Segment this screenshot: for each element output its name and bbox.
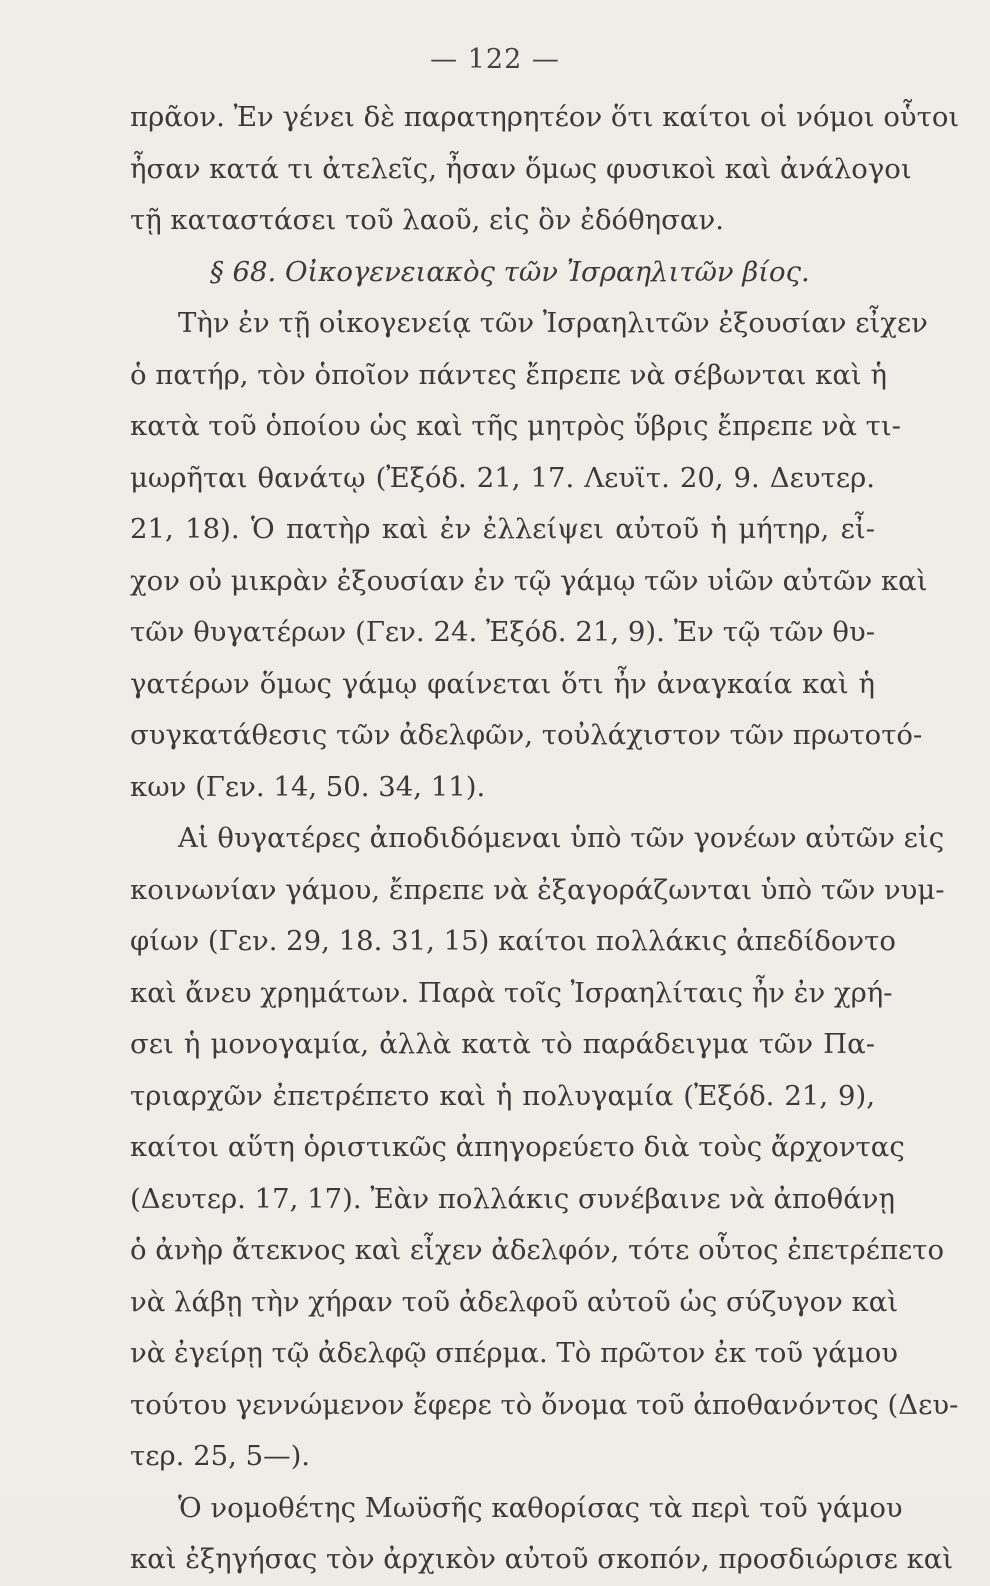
text-line: Ὁ νομοθέτης Μωϋσῆς καθορίσας τὰ περὶ τοῦ γάμου bbox=[178, 1491, 903, 1524]
body-text bbox=[130, 92, 960, 1586]
text-line: ὁ ἀνὴρ ἄτεκνος καὶ εἶχεν ἀδελφόν, τότε οὗτος ἐπετρέπετο bbox=[130, 1234, 945, 1266]
text-line: συγκατάθεσις τῶν ἀδελφῶν, τοὐλάχιστον τῶν πρωτοτό- bbox=[130, 719, 923, 751]
text-line: ἦσαν κατά τι ἀτελεῖς, ἦσαν ὅμως φυσικοὶ καὶ ἀνάλογοι bbox=[130, 152, 912, 185]
text-line: νὰ ἐγείρῃ τῷ ἀδελφῷ σπέρμα. Τὸ πρῶτον ἐκ τοῦ γάμου bbox=[130, 1337, 899, 1369]
text-line: Αἱ θυγατέρες ἀποδιδόμεναι ὑπὸ τῶν γονέων αὐτῶν εἰς bbox=[178, 822, 945, 854]
text-line: κων (Γεν. 14, 50. 34, 11). bbox=[130, 770, 486, 803]
text-line: κατὰ τοῦ ὁποίου ὡς καὶ τῆς μητρὸς ὕβρις ἔπρεπε νὰ τι- bbox=[130, 410, 901, 442]
text-line: τῶν θυγατέρων (Γεν. 24. Ἐξόδ. 21, 9). Ἐν τῷ τῶν θυ- bbox=[130, 616, 875, 648]
text-line: χον οὐ μικρὰν ἐξουσίαν ἐν τῷ γάμῳ τῶν υἱῶν αὐτῶν καὶ bbox=[130, 564, 928, 597]
text-line: τούτου γεννώμενον ἔφερε τὸ ὄνομα τοῦ ἀποθανόντος (Δευ- bbox=[130, 1388, 959, 1421]
text-line: τῇ καταστάσει τοῦ λαοῦ, εἰς ὃν ἐδόθησαν. bbox=[130, 204, 724, 236]
page-number: — 122 — bbox=[430, 44, 560, 75]
text-line: καίτοι αὕτη ὁριστικῶς ἀπηγορεύετο διὰ τοὺς ἄρχοντας bbox=[130, 1131, 905, 1163]
text-line: τερ. 25, 5—). bbox=[130, 1440, 311, 1472]
text-line: τριαρχῶν ἐπετρέπετο καὶ ἡ πολυγαμία (Ἐξόδ. 21, 9), bbox=[130, 1079, 875, 1112]
text-line: καὶ ἄνευ χρημάτων. Παρὰ τοῖς Ἰσραηλίταις ἦν ἐν χρή- bbox=[130, 976, 893, 1009]
text-line: (Δευτερ. 17, 17). Ἐὰν πολλάκις συνέβαινε νὰ ἀποθάνῃ bbox=[130, 1182, 895, 1215]
text-line: κοινωνίαν γάμου, ἔπρεπε νὰ ἐξαγοράζωνται ὑπὸ τῶν νυμ- bbox=[130, 873, 945, 906]
text-line: σει ἡ μονογαμία, ἀλλὰ κατὰ τὸ παράδειγμα τῶν Πα- bbox=[130, 1028, 875, 1060]
text-line: 21, 18). Ὁ πατὴρ καὶ ἐν ἐλλείψει αὐτοῦ ἡ μήτηρ, εἶ- bbox=[130, 513, 875, 545]
text-line: καὶ ἐξηγήσας τὸν ἀρχικὸν αὐτοῦ σκοπόν, προσδιώρισε καὶ bbox=[130, 1543, 954, 1575]
text-line: γατέρων ὅμως γάμῳ φαίνεται ὅτι ἦν ἀναγκαία καὶ ἡ bbox=[130, 667, 875, 700]
section-heading: § 68. Οἰκογενειακὸς τῶν Ἰσραηλιτῶν βίος. bbox=[210, 255, 810, 288]
text-line: φίων (Γεν. 29, 18. 31, 15) καίτοι πολλάκις ἀπεδίδοντο bbox=[130, 925, 896, 957]
text-line: Τὴν ἐν τῇ οἰκογενείᾳ τῶν Ἰσραηλιτῶν ἐξουσίαν εἶχεν bbox=[178, 307, 928, 339]
text-line: πρᾶον. Ἐν γένει δὲ παρατηρητέον ὅτι καίτοι οἱ νόμοι οὗτοι bbox=[130, 101, 960, 133]
text-line: νὰ λάβῃ τὴν χήραν τοῦ ἀδελφοῦ αὐτοῦ ὡς σύζυγον καὶ bbox=[130, 1285, 899, 1318]
text-line: ὁ πατήρ, τὸν ὁποῖον πάντες ἔπρεπε νὰ σέβωνται καὶ ἡ bbox=[130, 358, 887, 391]
text-line: μωρῆται θανάτῳ (Ἐξόδ. 21, 17. Λευϊτ. 20, 9. Δευτερ. bbox=[130, 461, 875, 494]
